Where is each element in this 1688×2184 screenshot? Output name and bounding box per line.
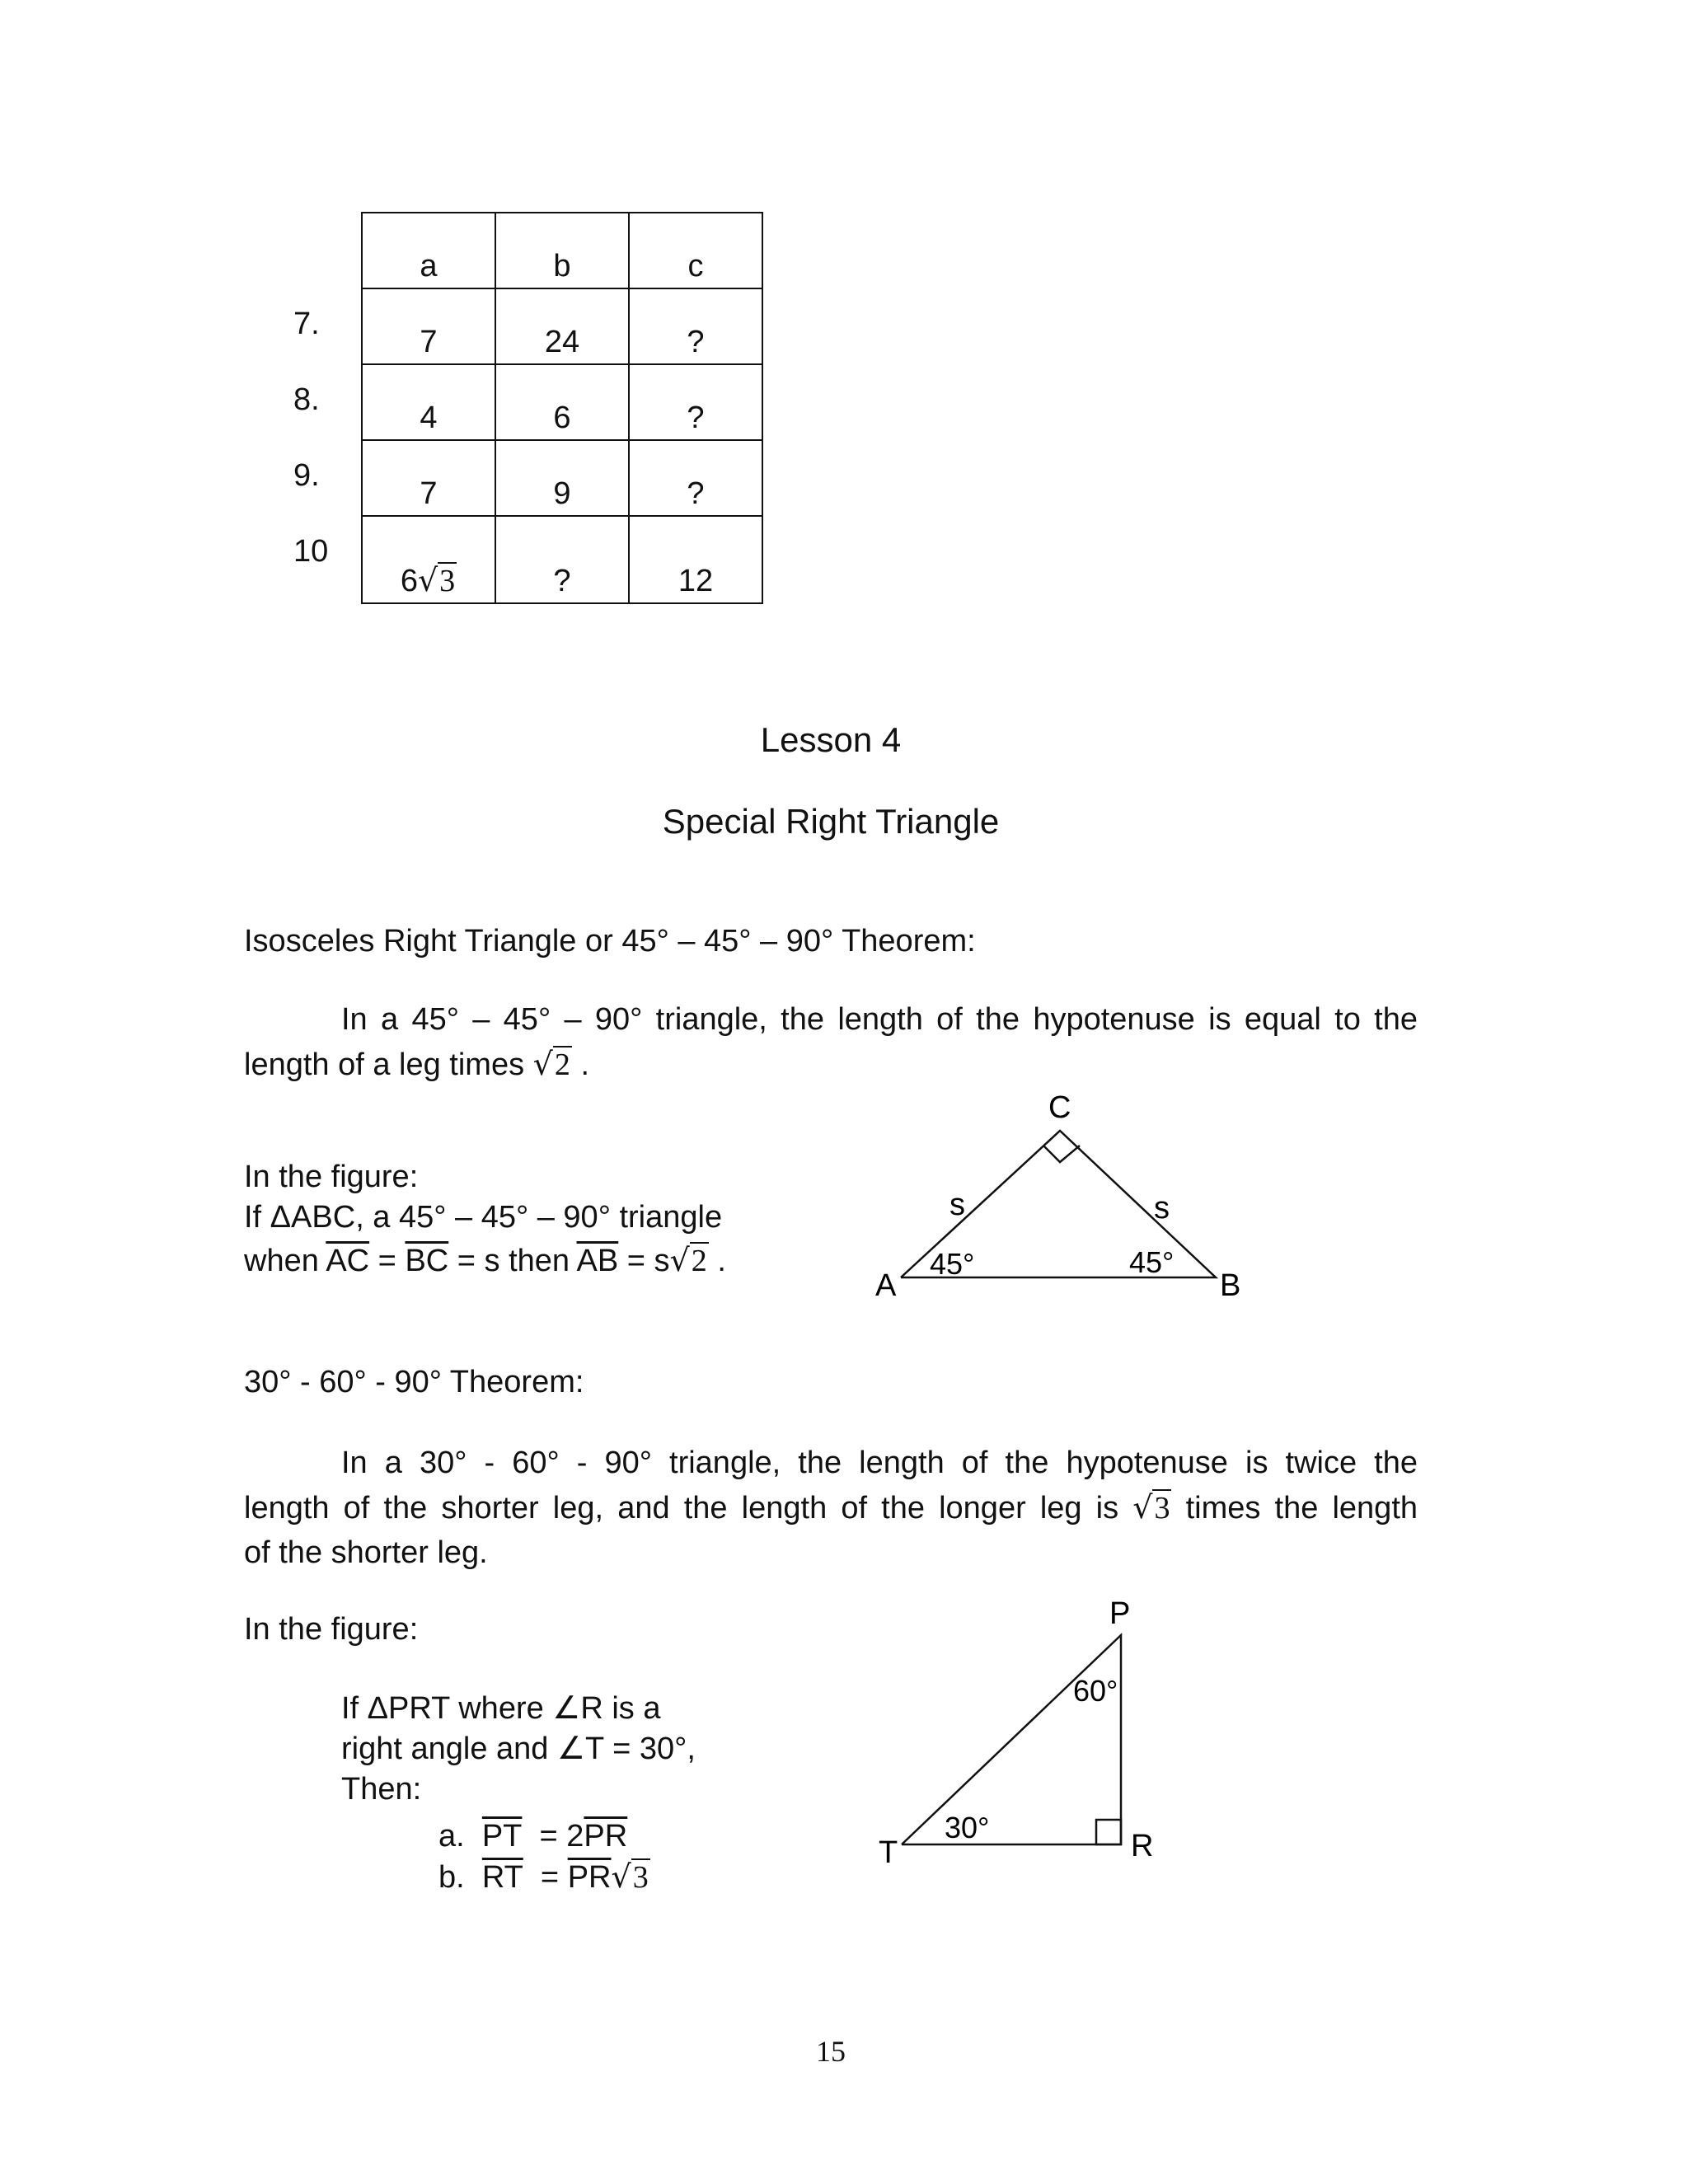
theorem2-item-b: b. $\overline{RT} = \overline{PR}√3$ bbox=[438, 1858, 649, 1895]
table-row bbox=[362, 364, 762, 440]
theorem2-figure-line3: Then: bbox=[341, 1772, 422, 1807]
table-row bbox=[362, 516, 762, 603]
table-cell: ? bbox=[629, 440, 762, 516]
vertex-label-t: T bbox=[879, 1835, 898, 1870]
angle-label-t: 30° bbox=[945, 1811, 990, 1844]
angle-label-a: 45° bbox=[930, 1247, 975, 1281]
right-angle-marker-r bbox=[1096, 1820, 1121, 1844]
theorem1-figure-intro: In the figure: bbox=[244, 1160, 419, 1194]
row-label-7: 7. bbox=[293, 307, 320, 341]
table-cell: 7 bbox=[362, 440, 495, 516]
table-row bbox=[362, 288, 762, 364]
angle-label-b: 45° bbox=[1129, 1245, 1175, 1279]
table-header-c: c bbox=[629, 213, 762, 288]
vertex-label-c: C bbox=[1048, 1090, 1071, 1125]
table-header-a: a bbox=[362, 213, 495, 288]
vertex-label-p: P bbox=[1109, 1596, 1131, 1631]
theorem2-item-a: a. $\overline{PT} = 2\overline{PR}$ bbox=[438, 1819, 628, 1854]
vertex-label-a: A bbox=[875, 1268, 897, 1303]
theorem2-body: In a 30° - 60° - 90° triangle, the length of the hypotenuse is twice the length of the shorter leg, and the length of the longer leg is √3 times the length of the shorter leg. bbox=[244, 1446, 1418, 1570]
table-cell: ? bbox=[629, 364, 762, 440]
triangle-30-60-90 bbox=[865, 1591, 1195, 1904]
lesson-number: Lesson 4 bbox=[760, 720, 902, 759]
theorem2-heading: 30° - 60° - 90° Theorem: bbox=[244, 1365, 584, 1399]
vertex-label-r: R bbox=[1131, 1829, 1154, 1863]
table-cell-radical: 6√3 bbox=[362, 516, 495, 603]
table-cell: 24 bbox=[495, 288, 629, 364]
pythagorean-table bbox=[361, 212, 763, 604]
vertex-label-b: B bbox=[1220, 1268, 1241, 1303]
row-label-8: 8. bbox=[293, 382, 320, 417]
theorem1-heading: Isosceles Right Triangle or 45° – 45° – 90° Theorem: bbox=[244, 924, 976, 958]
table-cell: 12 bbox=[629, 516, 762, 603]
table-cell: ? bbox=[629, 288, 762, 364]
table-row bbox=[362, 440, 762, 516]
table-cell: 7 bbox=[362, 288, 495, 364]
row-label-10: 10 bbox=[293, 534, 329, 569]
theorem2-figure-line1: If ΔPRT where ∠R is a bbox=[341, 1691, 661, 1726]
theorem2-figure-line2: right angle and ∠T = 30°, bbox=[341, 1732, 696, 1766]
side-label-bc: s bbox=[1154, 1191, 1170, 1226]
triangle-45-45-90 bbox=[857, 1071, 1269, 1319]
triangle-prt-outline bbox=[902, 1635, 1121, 1844]
table-cell: 6 bbox=[495, 364, 629, 440]
row-label-9: 9. bbox=[293, 458, 320, 493]
table-cell: 9 bbox=[495, 440, 629, 516]
lesson-title: Special Right Triangle bbox=[662, 802, 1000, 841]
page-number: 15 bbox=[816, 2035, 846, 2068]
theorem2-figure-intro: In the figure: bbox=[244, 1612, 419, 1647]
table-cell: 4 bbox=[362, 364, 495, 440]
right-angle-marker-c bbox=[1043, 1146, 1080, 1162]
theorem1-figure-line3: when $\overline{AC} = \overline{BC} = s$ then $\overline{AB} = s√2$ . bbox=[244, 1242, 726, 1278]
theorem1-body: In a 45° – 45° – 90° triangle, the length of the hypotenuse is equal to the length of a leg times √2 . bbox=[244, 1002, 1418, 1082]
table-header-b: b bbox=[495, 213, 629, 288]
theorem1-figure-line2: If ΔABC, a 45° – 45° – 90° triangle bbox=[244, 1200, 723, 1235]
table-cell: ? bbox=[495, 516, 629, 603]
side-label-ac: s bbox=[950, 1188, 965, 1222]
angle-label-p: 60° bbox=[1073, 1674, 1118, 1708]
